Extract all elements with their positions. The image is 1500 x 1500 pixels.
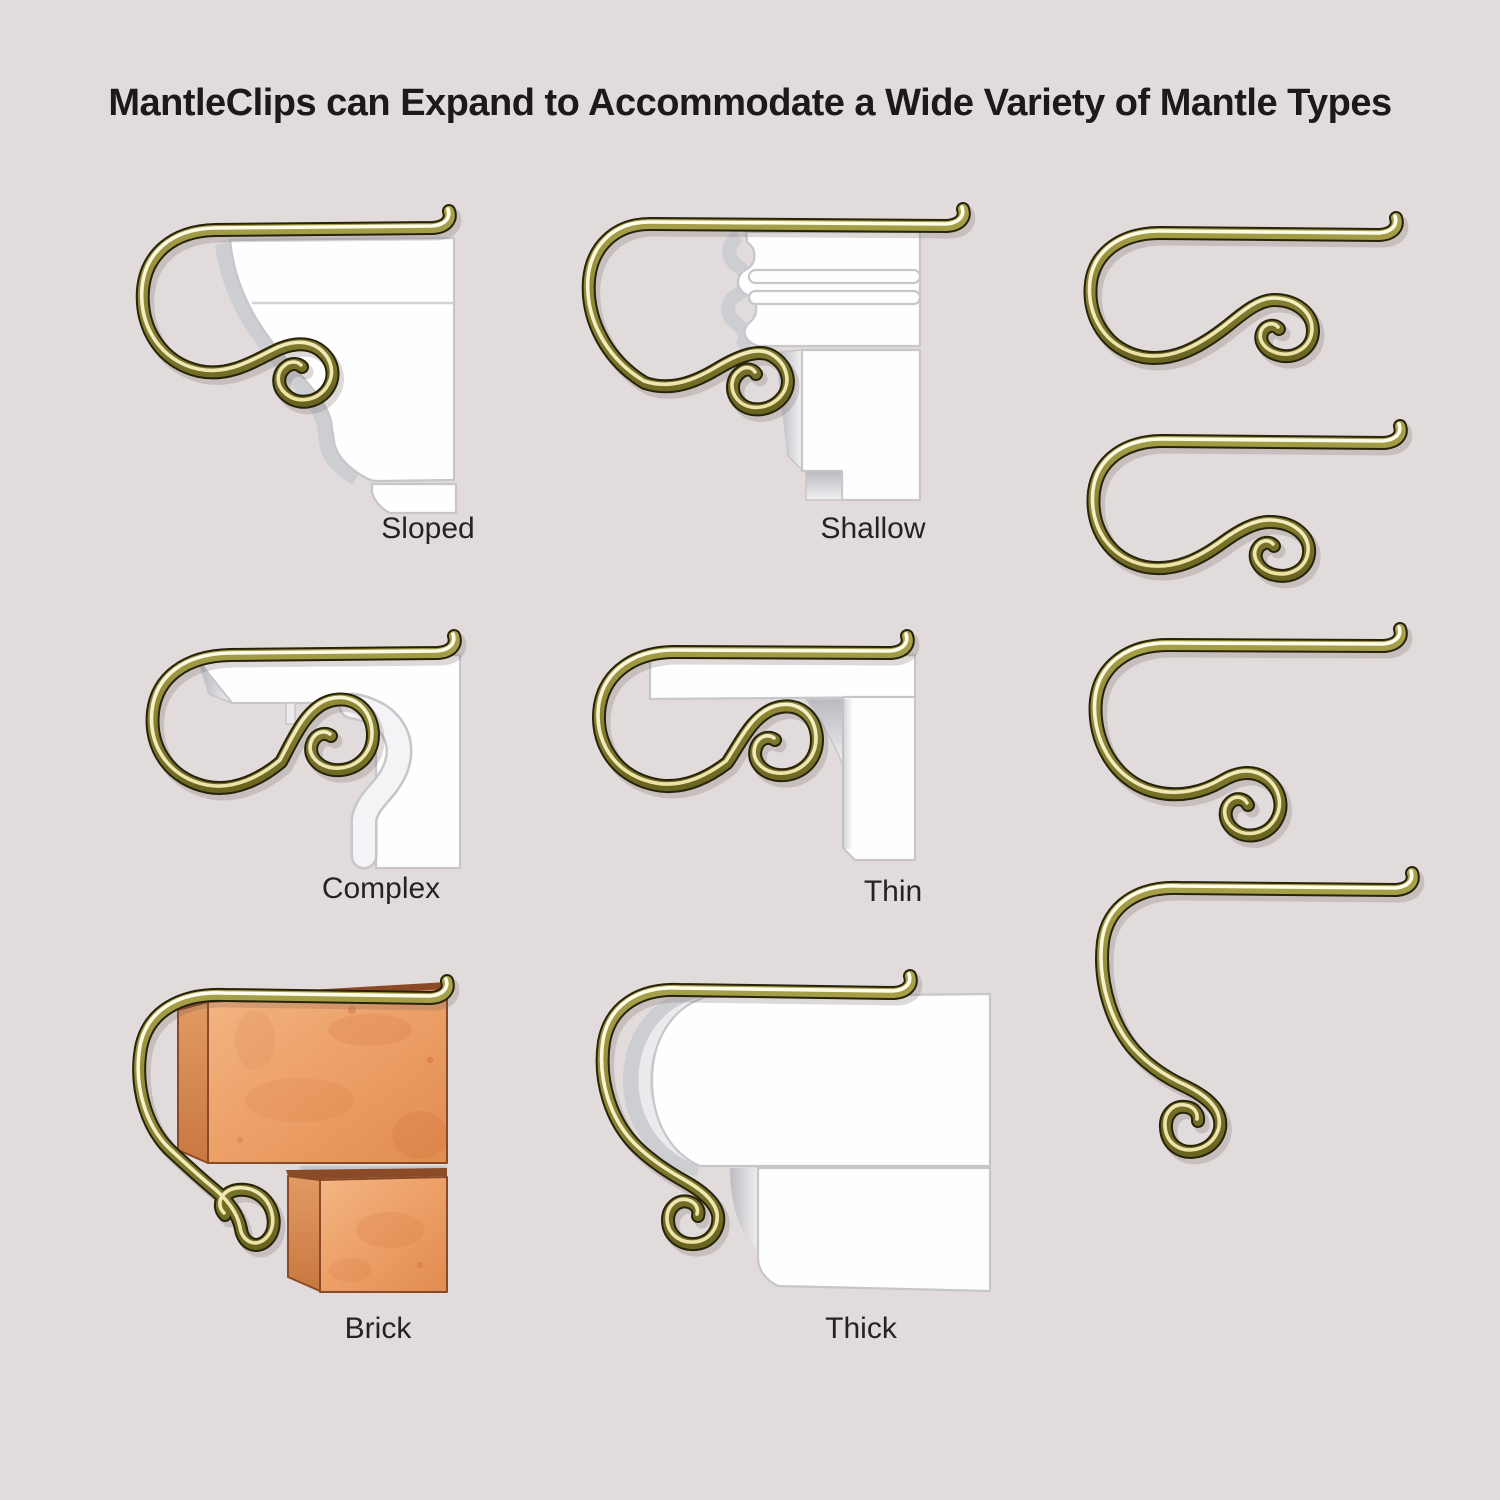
complex-step-tab (286, 703, 295, 724)
shallow-step-notch (806, 471, 842, 500)
thick-mantle-face (652, 994, 990, 1166)
figure-label-thin: Thin (863, 875, 923, 908)
page-title: MantleClips can Expand to Accommodate a Wide Variety of Mantle Types (108, 82, 1392, 124)
clip-gallery (1089, 216, 1416, 1157)
clip-fully-expanded-icon (1101, 871, 1417, 1157)
clip-compact-icon (1089, 216, 1400, 363)
sloped-bottom-lip (372, 484, 456, 513)
shallow-mantle-face (738, 232, 920, 346)
thin-wall (843, 697, 915, 860)
shallow-board-seam-2 (749, 291, 920, 304)
thick-lower-board (758, 1168, 990, 1291)
complex-mantle-face (198, 655, 460, 868)
thin-wall-shade (843, 699, 852, 849)
thick-lower-shade (730, 1168, 758, 1252)
figure-shallow (588, 207, 968, 500)
figure-label-shallow: Shallow (820, 512, 926, 545)
brick2-side-face (288, 1176, 320, 1291)
shallow-board-seam-1 (749, 270, 920, 283)
brick-side-face (178, 1002, 208, 1163)
figure-thick (602, 974, 990, 1291)
figure-thin (598, 634, 915, 860)
figure-label-sloped: Sloped (381, 512, 475, 545)
figure-label-complex: Complex (321, 872, 441, 905)
clip-body (1102, 873, 1413, 1152)
clip-slightly-expanded-icon (1092, 424, 1404, 581)
figure-label-thick: Thick (825, 1312, 897, 1345)
clip-shadow (1094, 223, 1400, 363)
clip-highlight (1101, 871, 1412, 1150)
figure-label-brick: Brick (344, 1312, 412, 1345)
figure-brick (138, 979, 452, 1292)
figure-complex (152, 634, 460, 868)
clip-more-expanded-icon (1095, 627, 1405, 841)
figure-sloped (142, 209, 456, 513)
clip-edge (1102, 873, 1413, 1152)
clip-shadow (1106, 878, 1417, 1157)
